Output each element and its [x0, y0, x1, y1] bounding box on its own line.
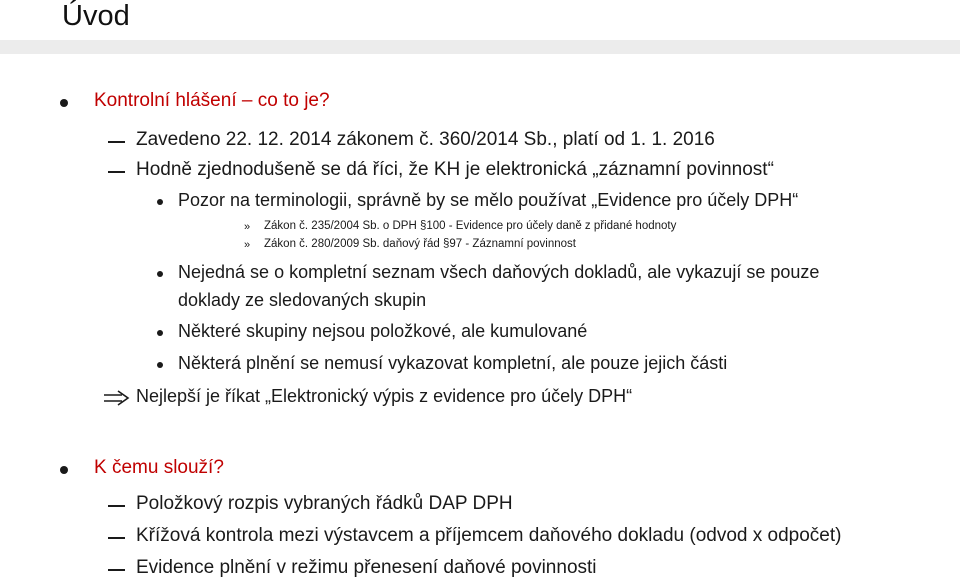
slide-title: Úvod — [62, 0, 130, 32]
bullet-dot — [60, 466, 68, 474]
law-vat: Zákon č. 235/2004 Sb. o DPH §100 - Evidence pro účely daně z přidané hodnoty — [264, 220, 677, 232]
dash-item-simplified: Hodně zjednodušeně se dá říci, že KH je elektronická „záznamní povinnost“ — [136, 159, 774, 180]
dash-marker — [108, 141, 125, 143]
terminology-note: Pozor na terminologii, správně by se mělo používat „Evidence pro účely DPH“ — [178, 190, 799, 210]
title-divider-bar — [0, 40, 960, 54]
conclusion-text: Nejlepší je říkat „Elektronický výpis z evidence pro účely DPH“ — [136, 386, 633, 406]
implies-arrow-icon — [104, 390, 130, 406]
dash-marker — [108, 537, 125, 539]
dash-marker — [108, 569, 125, 571]
dash-item-introduced: Zavedeno 22. 12. 2014 zákonem č. 360/2014 Sb., platí od 1. 1. 2016 — [136, 129, 715, 150]
purpose-item-breakdown: Položkový rozpis vybraných řádků DAP DPH — [136, 493, 513, 514]
bullet-dot — [157, 362, 163, 368]
point-partial: Některá plnění se nemusí vykazovat kompletní, ale pouze jejich části — [178, 353, 728, 373]
point-not-complete-cont: doklady ze sledovaných skupin — [178, 290, 427, 310]
chevron-marker: » — [244, 239, 251, 251]
section-heading-what-is: Kontrolní hlášení – co to je? — [94, 90, 330, 111]
bullet-dot — [157, 199, 163, 205]
point-cumulated: Některé skupiny nejsou položkové, ale kumulované — [178, 321, 588, 341]
bullet-dot — [157, 330, 163, 336]
point-not-complete: Nejedná se o kompletní seznam všech daňových dokladů, ale vykazují se pouze — [178, 262, 820, 282]
chevron-marker: » — [244, 221, 251, 233]
section-heading-purpose: K čemu slouží? — [94, 457, 224, 478]
dash-marker — [108, 171, 125, 173]
purpose-item-cross-check: Křížová kontrola mezi výstavcem a příjemcem daňového dokladu (odvod x odpočet) — [136, 525, 842, 546]
dash-marker — [108, 505, 125, 507]
law-tax-code: Zákon č. 280/2009 Sb. daňový řád §97 - Záznamní povinnost — [264, 238, 576, 250]
purpose-item-reverse-charge: Evidence plnění v režimu přenesení daňové povinnosti — [136, 557, 597, 578]
bullet-dot — [157, 271, 163, 277]
bullet-dot — [60, 99, 68, 107]
